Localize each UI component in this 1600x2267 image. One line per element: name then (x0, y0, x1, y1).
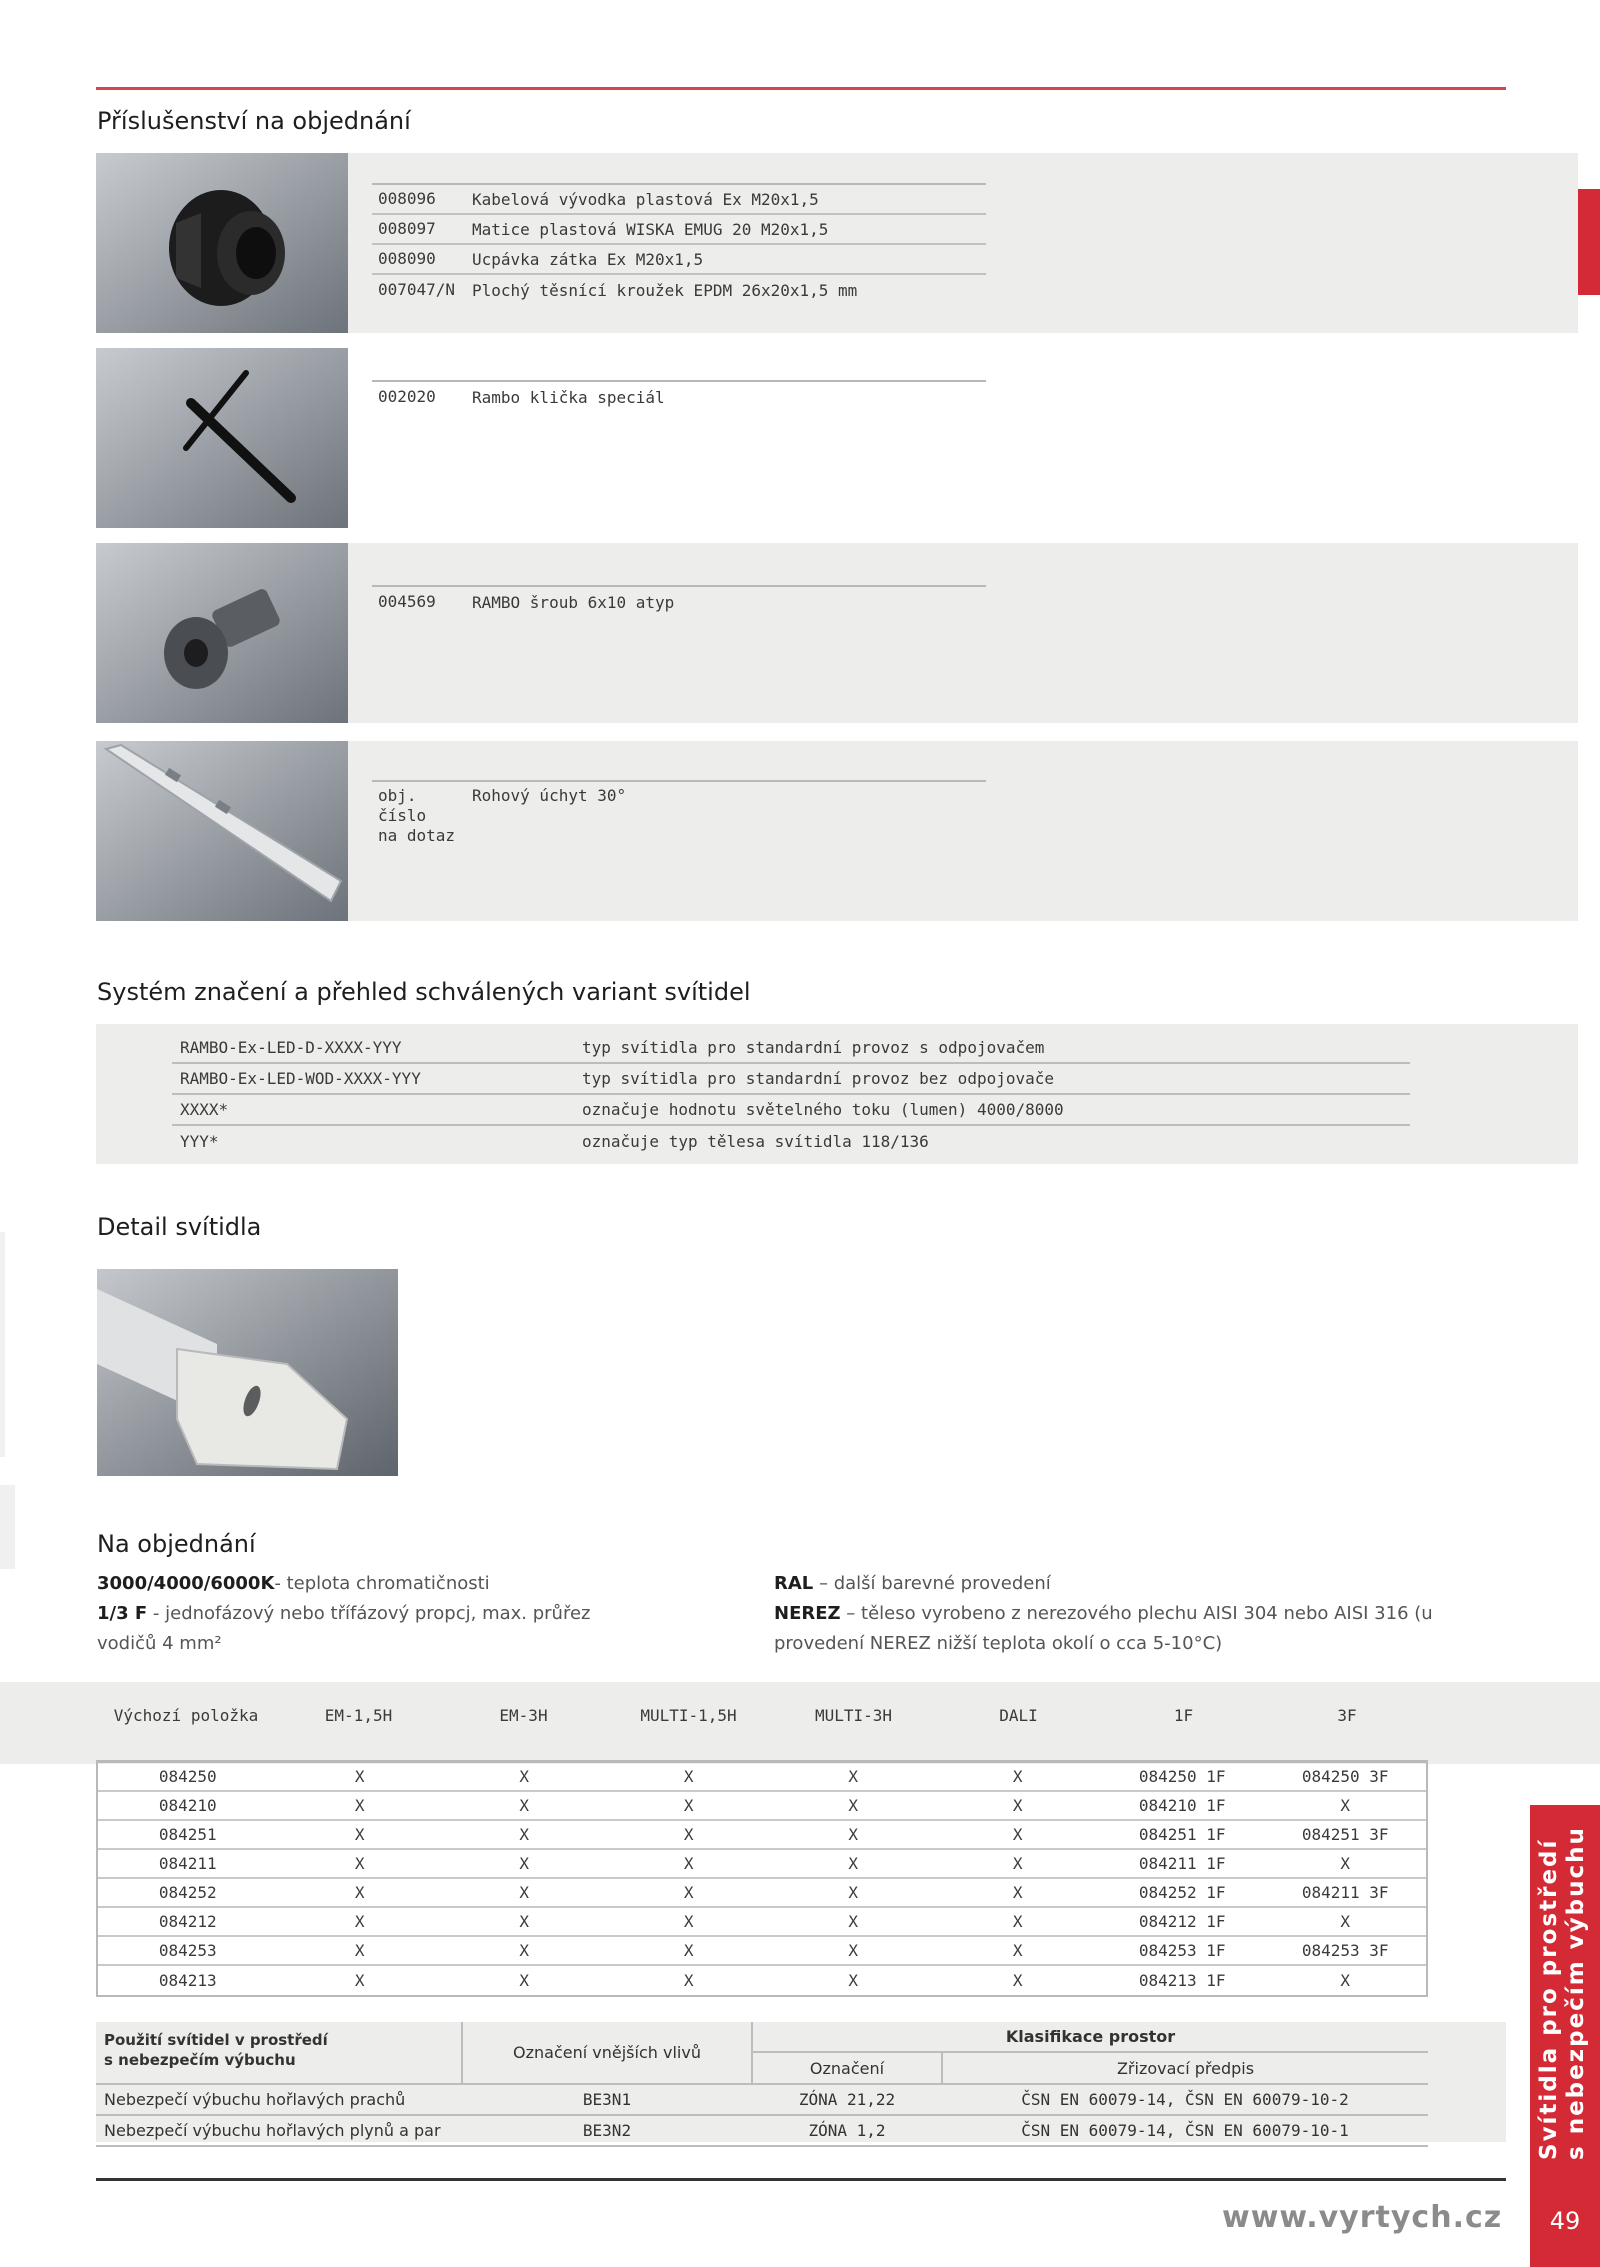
regulation-cell: ČSN EN 60079-14, ČSN EN 60079-10-1 (942, 2115, 1428, 2146)
table-cell: 084251 3F (1301, 1825, 1389, 1844)
table-cell: X (683, 1796, 694, 1815)
table-cell: 084211 (158, 1854, 217, 1873)
zone-cell: ZÓNA 1,2 (752, 2115, 942, 2146)
table-cell: X (848, 1883, 859, 1902)
table-cell: X (519, 1796, 530, 1815)
table-cell: 084253 (158, 1941, 217, 1960)
table-row (372, 245, 986, 275)
classification-group-header: Klasifikace prostor (752, 2022, 1428, 2052)
table-cell: X (683, 1825, 694, 1844)
table-cell: X (1012, 1854, 1023, 1873)
option-key: RAL (774, 1573, 814, 1594)
column-header: EM-3H (499, 1706, 548, 1725)
item-code: 002020 (378, 387, 436, 406)
bottom-rule (96, 2178, 1506, 2181)
option-key: 3000/4000/6000K (97, 1573, 275, 1594)
table-row (98, 1763, 1426, 1792)
table-cell: 084211 1F (1138, 1854, 1226, 1873)
item-description: Matice plastová WISKA EMUG 20 M20x1,5 (472, 219, 829, 239)
edge-strip (0, 1485, 15, 1569)
table-cell: X (848, 1767, 859, 1786)
key-tool-photo (96, 348, 348, 528)
table-cell: X (1012, 1767, 1023, 1786)
regulation-header: Zřizovací předpis (942, 2052, 1428, 2084)
chapter-tab (1530, 1805, 1600, 2175)
table-cell: 084211 3F (1301, 1883, 1389, 1902)
table-cell: 084213 1F (1138, 1971, 1226, 1990)
order-option (97, 1599, 637, 1659)
option-text: – těleso vyrobeno z nerezového plechu AISI 304 nebo AISI 316 (u provedení NEREZ nižší teplota okolí o cca 5-10°C) (774, 1603, 1433, 1654)
item-description: Kabelová vývodka plastová Ex M20x1,5 (472, 189, 819, 209)
influence-cell: BE3N2 (462, 2115, 752, 2146)
order-title: Na objednání (97, 1530, 256, 1558)
table-row (98, 1908, 1426, 1937)
item-description: Rambo klička speciál (472, 387, 665, 407)
detail-title: Detail svítidla (97, 1213, 262, 1241)
table-cell: 084250 1F (1138, 1767, 1226, 1786)
table-cell: X (1340, 1796, 1351, 1815)
table-cell: X (848, 1971, 859, 1990)
website-link[interactable]: www.vyrtych.cz (1222, 2200, 1503, 2235)
option-key: 1/3 F (97, 1603, 148, 1624)
chapter-label: Svítidla pro prostředí s nebezpečím výbuchu (1536, 1826, 1589, 2160)
column-header: 3F (1337, 1706, 1357, 1725)
corner-bracket-photo (96, 741, 348, 921)
column-header: EM-1,5H (324, 1706, 393, 1725)
accessories-title: Příslušenství na objednání (97, 107, 411, 135)
column-header: DALI (999, 1706, 1038, 1725)
table-row (372, 185, 986, 215)
column-header: 1F (1173, 1706, 1194, 1725)
table-row (372, 382, 986, 412)
table-cell: X (519, 1767, 530, 1786)
table-cell: X (519, 1941, 530, 1960)
table-cell: 084252 (158, 1883, 217, 1902)
table-cell: 084251 1F (1138, 1825, 1226, 1844)
variants-table (96, 1760, 1428, 1997)
table-cell: X (1340, 1854, 1351, 1873)
accessory-table (372, 183, 986, 305)
item-code: 008096 (378, 189, 436, 208)
order-option (97, 1569, 637, 1599)
item-code: 007047/N (378, 280, 456, 299)
usage-cell: Nebezpečí výbuchu hořlavých plynů a par (96, 2115, 462, 2146)
table-cell: X (354, 1971, 365, 1990)
system-title: Systém značení a přehled schválených variant svítidel (97, 978, 751, 1006)
system-table (172, 1033, 1410, 1157)
table-cell: X (848, 1941, 859, 1960)
table-cell: X (683, 1941, 694, 1960)
table-cell: X (1012, 1883, 1023, 1902)
item-code: 004569 (378, 592, 436, 611)
accessory-table (372, 380, 986, 412)
item-description: RAMBO šroub 6x10 atyp (472, 592, 675, 612)
table-cell: X (683, 1854, 694, 1873)
screw-photo (96, 543, 348, 723)
system-code: YYY* (180, 1132, 219, 1151)
order-option (774, 1569, 1434, 1599)
variants-header (96, 1706, 1428, 1725)
table-cell: X (848, 1854, 859, 1873)
table-cell: X (354, 1767, 365, 1786)
column-header: MULTI-1,5H (640, 1706, 737, 1725)
system-meaning: označuje typ tělesa svítidla 118/136 (582, 1132, 929, 1151)
edge-strip (0, 1232, 5, 1457)
table-cell: X (354, 1941, 365, 1960)
table-cell: 084212 (158, 1912, 217, 1931)
table-row (98, 1879, 1426, 1908)
table-cell: X (519, 1912, 530, 1931)
table-cell: 084252 1F (1138, 1883, 1226, 1902)
option-key: NEREZ (774, 1603, 841, 1624)
table-cell: X (354, 1825, 365, 1844)
table-row (98, 1966, 1426, 1995)
table-cell: 084210 (158, 1796, 217, 1815)
table-cell: X (1012, 1912, 1023, 1931)
table-cell: X (519, 1854, 530, 1873)
table-row (98, 1937, 1426, 1966)
table-cell: X (519, 1971, 530, 1990)
top-rule (96, 87, 1506, 90)
table-row (372, 215, 986, 245)
system-meaning: označuje hodnotu světelného toku (lumen) 4000/8000 (582, 1100, 1064, 1119)
table-row (372, 782, 986, 845)
system-meaning: typ svítidla pro standardní provoz s odpojovačem (582, 1038, 1045, 1057)
option-text: – další barevné provedení (813, 1573, 1051, 1594)
regulation-cell: ČSN EN 60079-14, ČSN EN 60079-10-2 (942, 2084, 1428, 2115)
item-code: 008097 (378, 219, 436, 238)
cable-gland-photo (96, 153, 348, 333)
option-text: - jednofázový nebo třífázový propcj, max. průřez vodičů 4 mm² (97, 1603, 591, 1654)
table-cell: X (683, 1912, 694, 1931)
usage-cell: Nebezpečí výbuchu hořlavých prachů (96, 2084, 462, 2115)
accessory-table (372, 780, 986, 845)
table-row (372, 587, 986, 617)
influences-header: Označení vnějších vlivů (462, 2022, 752, 2084)
table-cell: 084213 (158, 1971, 217, 1990)
zone-cell: ZÓNA 21,22 (752, 2084, 942, 2115)
table-cell: 084253 3F (1301, 1941, 1389, 1960)
table-cell: 084212 1F (1138, 1912, 1226, 1931)
table-row (96, 2115, 1428, 2146)
page-number: 49 (1530, 2175, 1600, 2267)
column-header: Výchozí položka (113, 1706, 259, 1725)
table-cell: X (848, 1825, 859, 1844)
system-code: RAMBO-Ex-LED-D-XXXX-YYY (180, 1038, 402, 1057)
table-cell: X (848, 1912, 859, 1931)
item-description: Plochý těsnící kroužek EPDM 26x20x1,5 mm (472, 280, 858, 300)
table-row (172, 1064, 1410, 1095)
table-cell: X (354, 1796, 365, 1815)
item-code: obj. číslo na dotaz (378, 786, 456, 845)
table-cell: X (354, 1883, 365, 1902)
usage-header: Použití svítidel v prostředí s nebezpečím výbuchu (96, 2022, 462, 2084)
classification-table (96, 2022, 1428, 2147)
item-description: Rohový úchyt 30° (472, 786, 627, 805)
table-cell: X (1340, 1912, 1351, 1931)
table-row (98, 1850, 1426, 1879)
item-code: 008090 (378, 249, 436, 268)
table-row (98, 1821, 1426, 1850)
system-code: XXXX* (180, 1100, 229, 1119)
table-row (172, 1033, 1410, 1064)
luminaire-detail-photo (97, 1269, 398, 1476)
table-cell: X (1012, 1941, 1023, 1960)
table-cell: X (683, 1767, 694, 1786)
table-cell: X (519, 1825, 530, 1844)
table-cell: X (1012, 1825, 1023, 1844)
influence-cell: BE3N1 (462, 2084, 752, 2115)
table-cell: 084210 1F (1138, 1796, 1226, 1815)
item-description: Ucpávka zátka Ex M20x1,5 (472, 249, 704, 269)
table-cell: X (1012, 1971, 1023, 1990)
order-options-left (97, 1569, 637, 1659)
column-header: MULTI-3H (814, 1706, 893, 1725)
table-row (98, 1792, 1426, 1821)
table-row (172, 1126, 1410, 1157)
designation-header: Označení (752, 2052, 942, 2084)
option-text: - teplota chromatičnosti (274, 1573, 490, 1594)
order-option (774, 1599, 1434, 1659)
table-cell: X (519, 1883, 530, 1902)
table-cell: 084253 1F (1138, 1941, 1226, 1960)
table-cell: 084251 (158, 1825, 217, 1844)
table-row (172, 1095, 1410, 1126)
table-cell: X (1012, 1796, 1023, 1815)
table-cell: 084250 3F (1301, 1767, 1389, 1786)
table-row (96, 2084, 1428, 2115)
table-cell: X (354, 1854, 365, 1873)
table-cell: X (683, 1971, 694, 1990)
table-cell: X (683, 1883, 694, 1902)
system-code: RAMBO-Ex-LED-WOD-XXXX-YYY (180, 1069, 421, 1088)
table-cell: X (354, 1912, 365, 1931)
table-row (372, 275, 986, 305)
accessory-table (372, 585, 986, 617)
table-cell: 084250 (158, 1767, 217, 1786)
system-meaning: typ svítidla pro standardní provoz bez odpojovače (582, 1069, 1055, 1088)
order-options-right (774, 1569, 1434, 1659)
table-cell: X (848, 1796, 859, 1815)
table-cell: X (1340, 1971, 1351, 1990)
